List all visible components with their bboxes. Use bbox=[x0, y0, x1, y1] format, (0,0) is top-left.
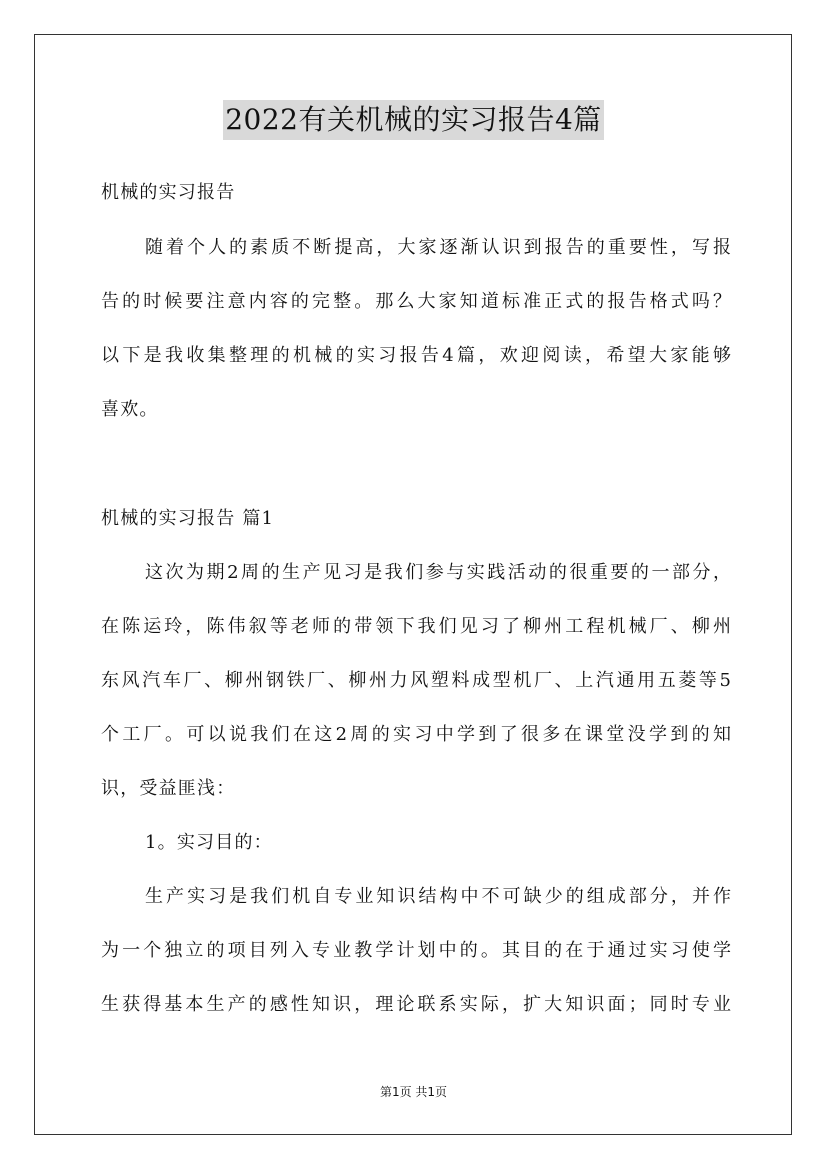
intro-line: 告的时候要注意内容的完整。那么大家知道标准正式的报告格式吗？ bbox=[101, 291, 731, 312]
document-title-text: 2022有关机械的实习报告4篇 bbox=[223, 100, 604, 140]
heading-part1: 机械的实习报告 篇1 bbox=[101, 508, 275, 529]
section-1-heading: 1。实习目的： bbox=[145, 832, 273, 853]
document-title bbox=[0, 100, 827, 140]
section-1-line: 生获得基本生产的感性知识，理论联系实际，扩大知识面；同时专业 bbox=[101, 994, 731, 1015]
intro-line: 喜欢。 bbox=[101, 399, 159, 420]
part1-line: 东风汽车厂、柳州钢铁厂、柳州力风塑料成型机厂、上汽通用五菱等5 bbox=[101, 670, 731, 691]
part1-line: 个工厂。可以说我们在这2周的实习中学到了很多在课堂没学到的知 bbox=[101, 724, 731, 745]
part1-line: 这次为期2周的生产见习是我们参与实践活动的很重要的一部分， bbox=[145, 562, 731, 583]
intro-line: 随着个人的素质不断提高，大家逐渐认识到报告的重要性，写报 bbox=[145, 237, 731, 258]
intro-line: 以下是我收集整理的机械的实习报告4篇，欢迎阅读，希望大家能够 bbox=[101, 345, 731, 366]
heading-intro: 机械的实习报告 bbox=[101, 182, 236, 203]
section-1-line: 为一个独立的项目列入专业教学计划中的。其目的在于通过实习使学 bbox=[101, 940, 731, 961]
part1-line: 识，受益匪浅： bbox=[101, 778, 236, 799]
part1-line: 在陈运玲，陈伟叙等老师的带领下我们见习了柳州工程机械厂、柳州 bbox=[101, 616, 731, 637]
page-footer: 第1页 共1页 bbox=[379, 1085, 448, 1099]
section-1-line: 生产实习是我们机自专业知识结构中不可缺少的组成部分，并作 bbox=[145, 886, 731, 907]
